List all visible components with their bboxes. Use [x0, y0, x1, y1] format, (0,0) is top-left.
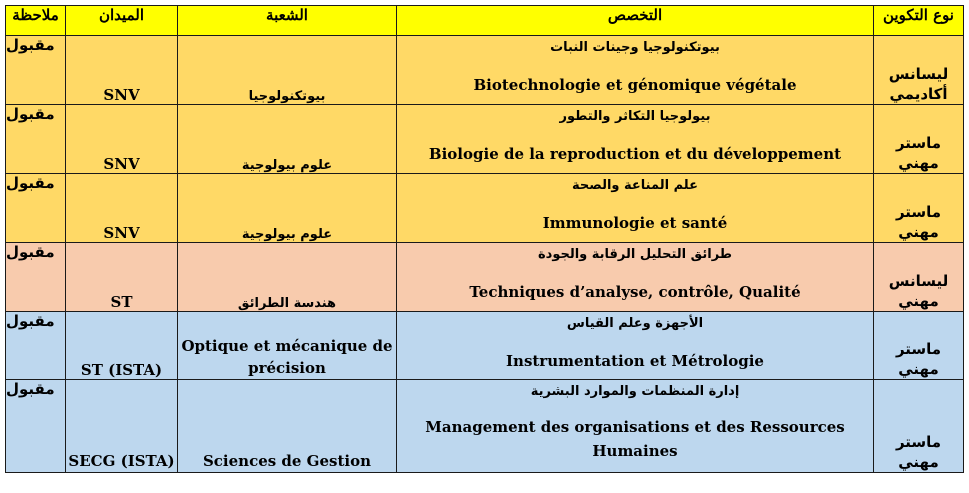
specialty-french: Biotechnologie et génomique végétale — [473, 76, 797, 94]
specialty-arabic: بيوتكنولوجيا وجينات النبات — [550, 40, 720, 55]
header-field: الميدان — [66, 6, 178, 36]
training-type-cell: ماستر مهني — [874, 174, 964, 243]
field-cell: ST — [66, 243, 178, 312]
header-training-type: نوع التكوين — [874, 6, 964, 36]
header-specialty: التخصص — [397, 6, 874, 36]
field-cell: SNV — [66, 105, 178, 174]
specialty-cell — [397, 174, 874, 243]
header-branch: الشعبة — [178, 6, 397, 36]
specialty-arabic: إدارة المنظمات والموارد البشرية — [530, 384, 740, 399]
note-cell: مقبول — [6, 36, 66, 105]
table-row — [6, 312, 964, 380]
field-cell: SNV — [66, 174, 178, 243]
specialty-arabic: طرائق التحليل الرقابة والجودة — [537, 247, 733, 262]
note-cell: مقبول — [6, 105, 66, 174]
note-cell: مقبول — [6, 243, 66, 312]
branch-cell: Optique et mécanique de précision — [178, 312, 397, 380]
specialty-cell — [397, 380, 874, 473]
specialty-arabic: بيولوجيا التكاثر والتطور — [559, 109, 711, 124]
branch-cell: علوم بيولوجية — [178, 105, 397, 174]
branch-cell: علوم بيولوجية — [178, 174, 397, 243]
branch-cell: بيوتكنولوجيا — [178, 36, 397, 105]
specialty-french: Biologie de la reproduction et du développement — [428, 145, 842, 163]
field-cell: SNV — [66, 36, 178, 105]
specialty-cell — [397, 36, 874, 105]
specialty-french: Immunologie et santé — [542, 214, 728, 232]
specialty-cell — [397, 312, 874, 380]
training-type-cell: ليسانس مهني — [874, 243, 964, 312]
header-row — [6, 6, 964, 36]
training-type-cell: ماستر مهني — [874, 105, 964, 174]
table-row — [6, 36, 964, 105]
specialty-arabic: الأجهزة وعلم القياس — [566, 316, 704, 331]
table-row — [6, 380, 964, 473]
specialty-cell — [397, 105, 874, 174]
specialty-french: Techniques d’analyse, contrôle, Qualité — [469, 283, 801, 301]
table-row — [6, 174, 964, 243]
training-type-cell: ليسانس أكاديمي — [874, 36, 964, 105]
header-note: ملاحظة — [6, 6, 66, 36]
programs-table — [5, 5, 964, 473]
branch-cell: Sciences de Gestion — [178, 380, 397, 473]
note-cell: مقبول — [6, 174, 66, 243]
note-cell: مقبول — [6, 380, 66, 473]
training-type-cell: ماستر مهني — [874, 380, 964, 473]
specialty-arabic: علم المناعة والصحة — [572, 178, 698, 193]
table-row — [6, 243, 964, 312]
training-type-cell: ماستر مهني — [874, 312, 964, 380]
specialty-french: Instrumentation et Métrologie — [506, 352, 764, 370]
specialty-french: Management des organisations et des Ressources Humaines — [425, 418, 845, 460]
branch-cell: هندسة الطرائق — [178, 243, 397, 312]
specialty-cell — [397, 243, 874, 312]
field-cell: ST (ISTA) — [66, 312, 178, 380]
table-row — [6, 105, 964, 174]
field-cell: SECG (ISTA) — [66, 380, 178, 473]
note-cell: مقبول — [6, 312, 66, 380]
